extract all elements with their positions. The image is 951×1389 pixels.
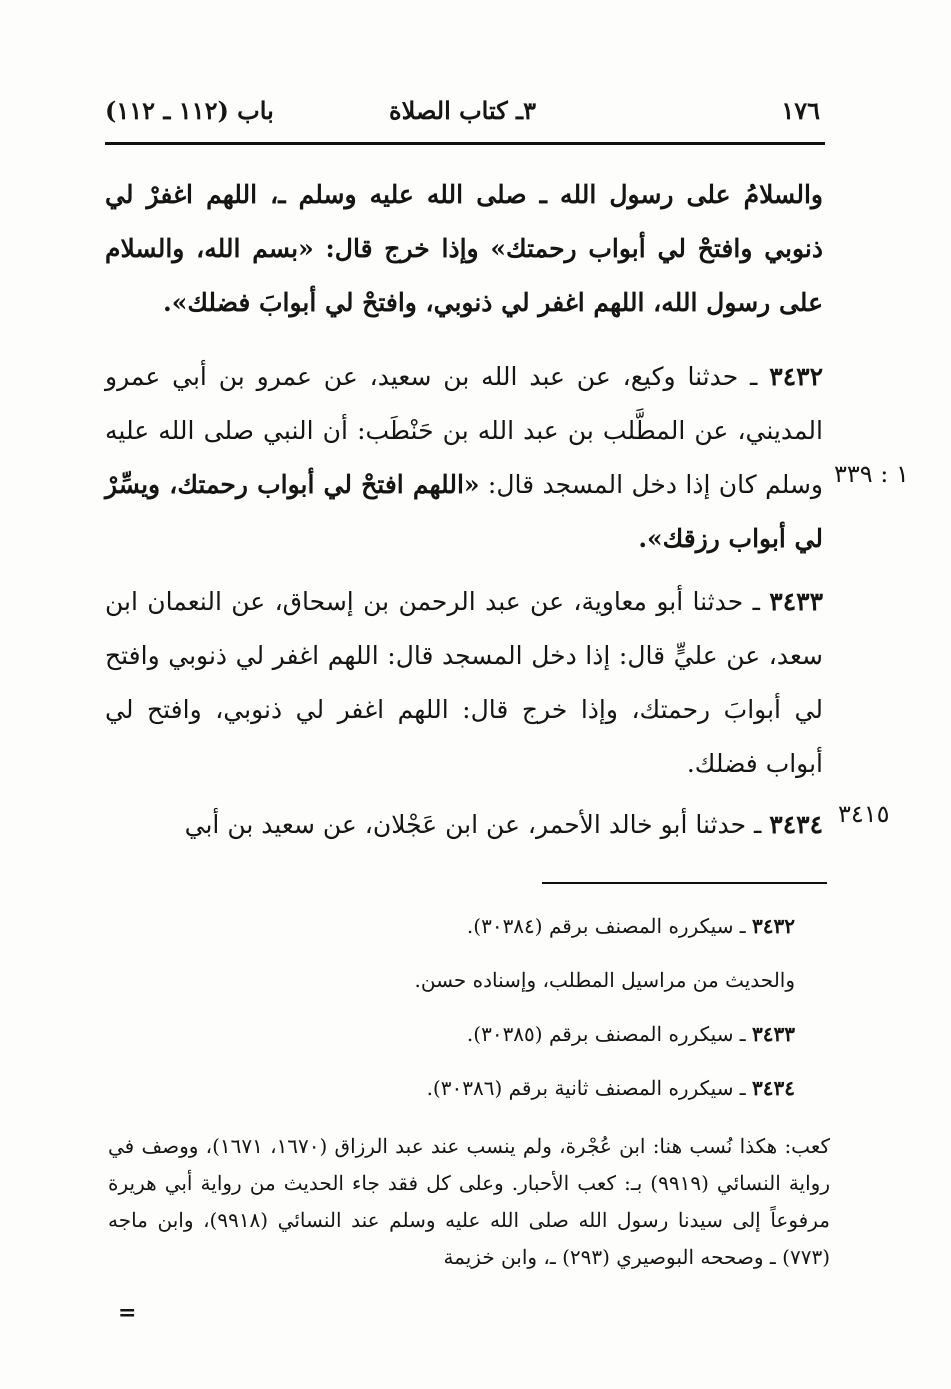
footnote-3432	[105, 912, 795, 940]
footnote-number: ٣٤٣٢	[752, 914, 795, 938]
hadith-text: ـ حدثنا وكيع، عن عبد الله بن سعيد، عن عمرو بن أبي عمرو المديني، عن المطَّلب بن عبد الله بن حَنْطَب: أن النبي صلى الله عليه وسلم كان إذا دخل المسجد قال:	[105, 362, 824, 499]
margin-reference-1: ١ : ٣٣٩	[834, 460, 909, 488]
footnote-3433	[105, 1020, 795, 1048]
footnote-text: ـ سيكرره المصنف برقم (٣٠٣٨٤).	[466, 914, 746, 938]
hadith-number: ٣٤٣٢	[769, 362, 823, 391]
footnote-text: ـ سيكرره المصنف ثانية برقم (٣٠٣٨٦).	[426, 1076, 746, 1100]
hadith-3433	[105, 575, 823, 791]
footnote-number: ٣٤٣٣	[752, 1022, 795, 1046]
page-header	[105, 92, 820, 132]
footnote-note	[105, 966, 795, 994]
margin-reference-2: ٣٤١٥	[838, 800, 890, 828]
footnote-text: والحديث من مراسيل المطلب، وإسناده حسن.	[414, 968, 795, 992]
footnote-text: ـ سيكرره المصنف برقم (٣٠٣٨٥).	[466, 1022, 746, 1046]
page-number: ١٧٦	[781, 96, 820, 125]
hadith-3434	[105, 798, 823, 852]
hadith-text: ـ حدثنا أبو معاوية، عن عبد الرحمن بن إسحاق، عن النعمان ابن سعد، عن عليٍّ قال: إذا دخل المسجد قال: اللهم اغفر لي ذنوبي وافتح لي أبوابَ رحمتك، وإذا خرج قال: اللهم اغفر لي ذنوبي، وافتح لي أبواب فضلك.	[105, 587, 823, 778]
paragraph-continued	[105, 168, 823, 330]
footnote-rule	[542, 882, 827, 884]
chapter-range: باب (١١٢ ـ ١١٢)	[105, 96, 274, 125]
hadith-text: ـ حدثنا أبو خالد الأحمر، عن ابن عَجْلان، عن سعيد بن أبي	[184, 810, 762, 839]
footnote-3434	[105, 1074, 795, 1102]
hadith-number: ٣٤٣٤	[769, 810, 823, 839]
header-rule	[105, 142, 825, 145]
footnote-number: ٣٤٣٤	[752, 1076, 795, 1100]
book-title: ٣ـ كتاب الصلاة	[389, 96, 536, 125]
hadith-dua: «اللهم افتحْ لي أبواب رحمتك، ويسِّرْ لي أبواب رزقك».	[105, 470, 823, 553]
hadith-3432	[105, 350, 823, 566]
footnote-long: كعب: هكذا نُسب هنا: ابن عُجْرة، ولم ينسب عند عبد الرزاق (١٦٧٠، ١٦٧١)، ووصف في رواية النسائي (٩٩١٩) بـ: كعب الأحبار. وعلى كل فقد جاء الحديث من رواية أبي هريرة مرفوعاً إلى سيدنا رسول الله صلى الله عليه وسلم عند النسائي (٩٩١٨)، وابن ماجه (٧٧٣) ـ وصححه البوصيري (٢٩٣) ـ، وابن خزيمة	[108, 1134, 830, 1269]
hadith-number: ٣٤٣٣	[769, 587, 823, 616]
paragraph-text: والسلامُ على رسول الله ـ صلى الله عليه وسلم ـ، اللهم اغفرْ لي ذنوبي وافتحْ لي أبواب رحمتك» وإذا خرج قال: «بسم الله، والسلام على رسول الله، اللهم اغفر لي ذنوبي، وافتحْ لي أبوابَ فضلك».	[105, 180, 823, 317]
continuation-mark: =	[118, 1300, 137, 1326]
